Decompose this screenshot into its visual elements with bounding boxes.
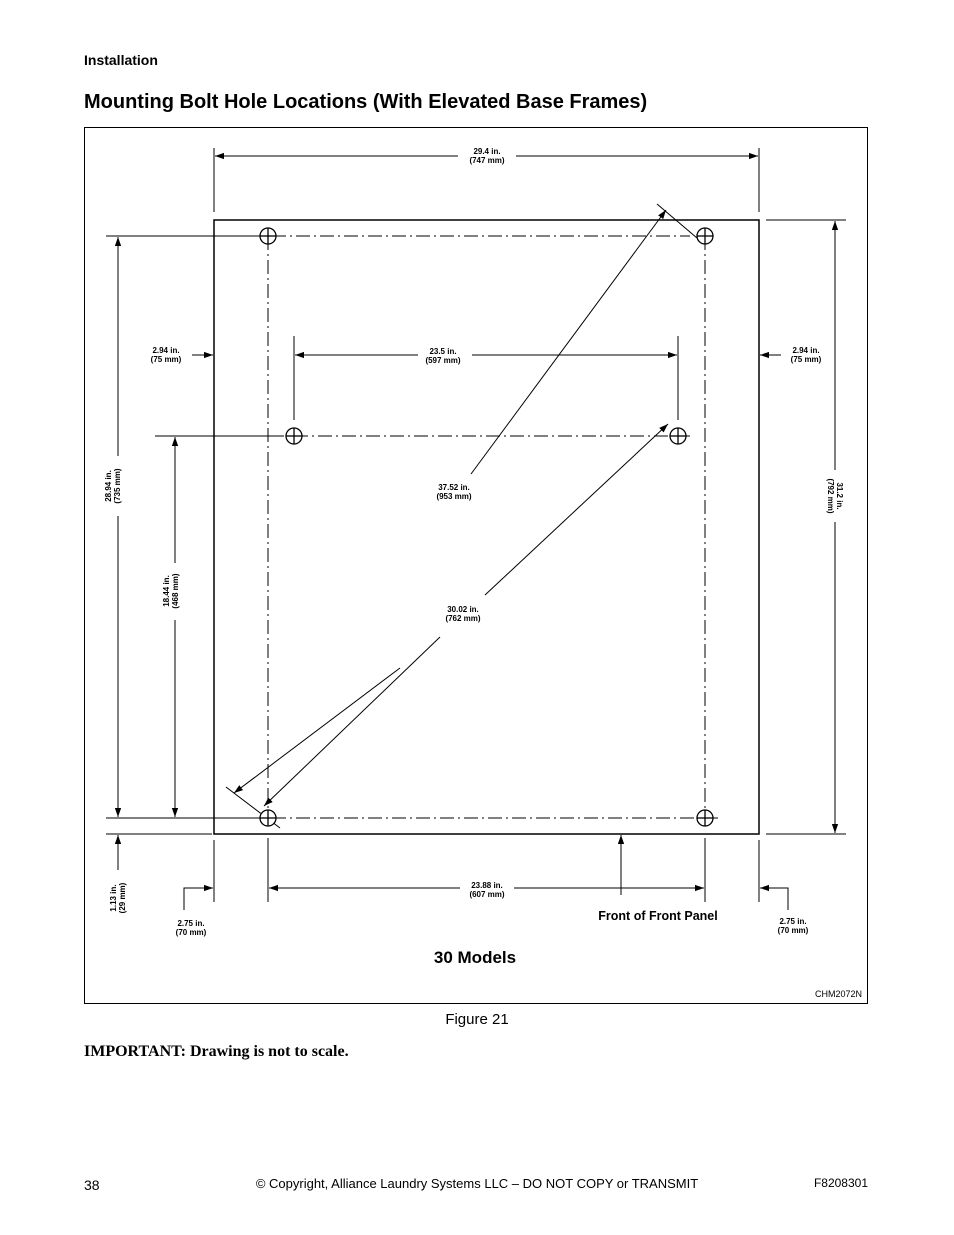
section-header: Installation	[84, 52, 158, 68]
dim-label: 23.5 in.	[429, 347, 457, 356]
dim-label: 30.02 in.	[447, 605, 479, 614]
copyright-notice: © Copyright, Alliance Laundry Systems LLC – DO NOT COPY or TRANSMIT	[255, 1176, 699, 1191]
dim-label: 2.75 in.	[779, 917, 807, 926]
dim-label: (953 mm)	[436, 492, 472, 501]
bolt-hole-icon	[260, 810, 276, 826]
bolt-hole-icon	[697, 228, 713, 244]
bolt-hole-icon	[260, 228, 276, 244]
base-frame	[214, 220, 759, 834]
front-panel-label: Front of Front Panel	[598, 909, 718, 923]
important-note: IMPORTANT: Drawing is not to scale.	[84, 1043, 349, 1060]
dim-label: (29 mm)	[118, 882, 127, 914]
models-label: 30 Models	[433, 948, 517, 967]
dim-label: (70 mm)	[175, 928, 207, 937]
extension-lines	[106, 148, 846, 902]
document-id: F8208301	[813, 1176, 868, 1190]
dim-label: (747 mm)	[469, 156, 505, 165]
page-title: Mounting Bolt Hole Locations (With Elevated Base Frames)	[84, 91, 648, 113]
dim-label: 18.44 in.	[162, 575, 171, 607]
centerlines	[248, 236, 720, 818]
dim-label: 2.94 in.	[792, 346, 820, 355]
dim-label: (597 mm)	[425, 356, 461, 365]
dim-label: (792 mm)	[826, 478, 835, 514]
dim-label: (762 mm)	[445, 614, 481, 623]
figure-caption: Figure 21	[445, 1011, 509, 1028]
dim-label: 2.75 in.	[177, 919, 205, 928]
dim-label: 28.94 in.	[104, 470, 113, 502]
bolt-hole-icon	[670, 428, 686, 444]
dim-label: 37.52 in.	[438, 483, 470, 492]
dim-label: 1.13 in.	[109, 884, 118, 912]
bolt-holes	[260, 228, 713, 826]
bolt-hole-icon	[697, 810, 713, 826]
figure-frame	[84, 127, 868, 1004]
dim-label: (607 mm)	[469, 890, 505, 899]
dim-label: 29.4 in.	[473, 147, 501, 156]
dim-label: 23.88 in.	[471, 881, 503, 890]
page-number: 38	[84, 1177, 100, 1193]
mounting-diagram	[84, 127, 870, 1006]
dim-label: (75 mm)	[790, 355, 822, 364]
dim-label: (735 mm)	[113, 468, 122, 504]
dim-label: 31.2 in.	[835, 482, 844, 510]
dim-label: (75 mm)	[150, 355, 182, 364]
dimension-lines	[118, 156, 835, 910]
bolt-hole-icon	[286, 428, 302, 444]
figure-code: CHM2072N	[814, 989, 862, 999]
dim-label: 2.94 in.	[152, 346, 180, 355]
dim-label: (468 mm)	[171, 573, 180, 609]
dim-label: (70 mm)	[777, 926, 809, 935]
